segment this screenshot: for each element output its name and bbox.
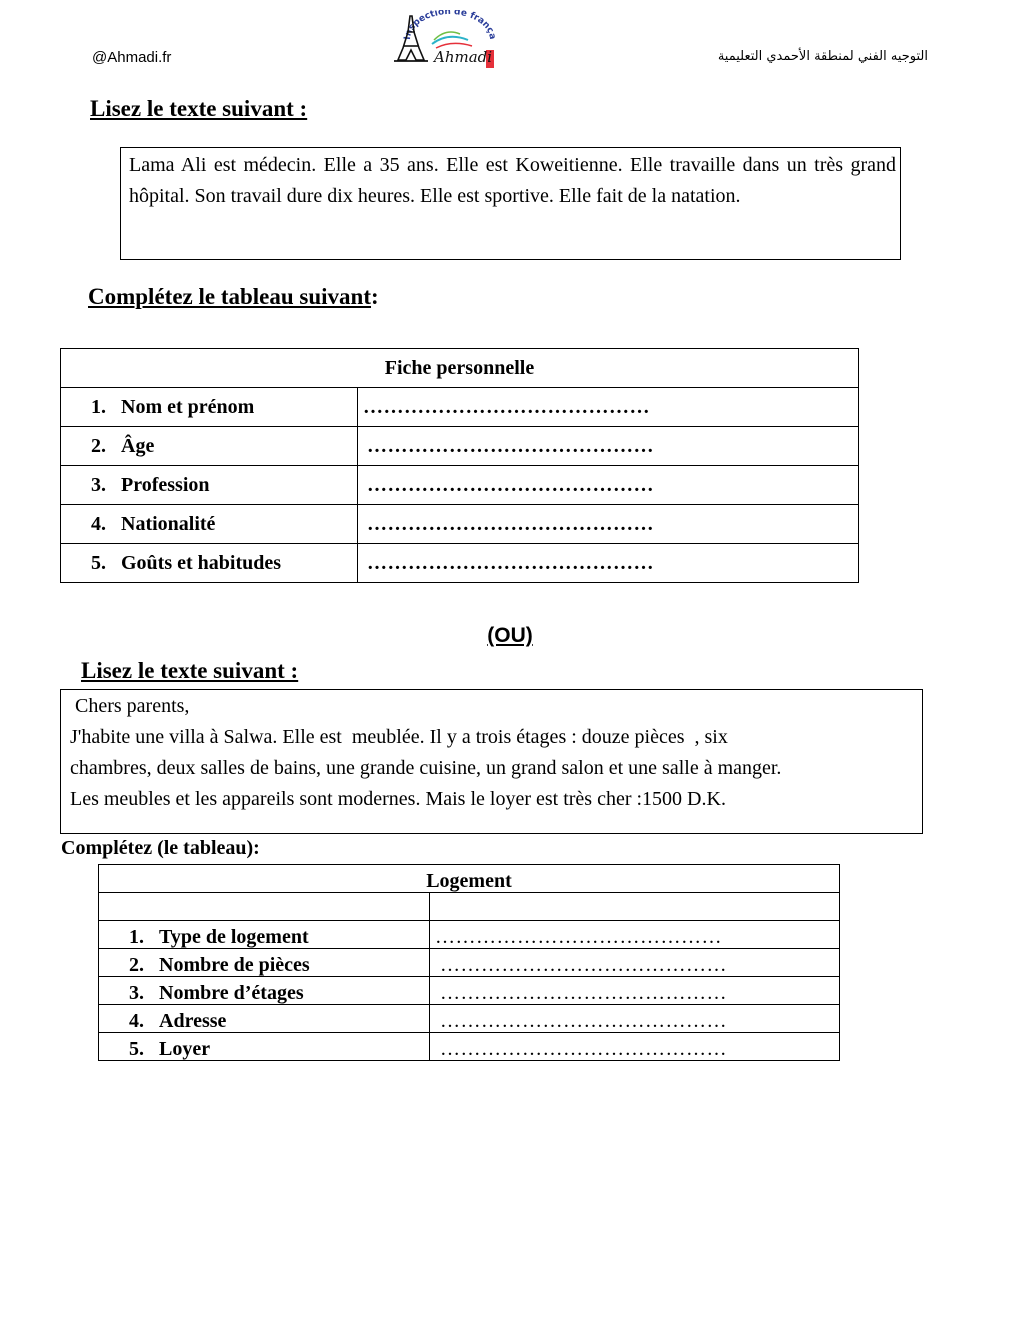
row-label: Profession — [121, 473, 210, 496]
row-label: Nombre de pièces — [159, 954, 310, 976]
table-header-row — [99, 865, 840, 893]
row-number: 1. — [129, 926, 144, 948]
section1-instruction-colon: : — [371, 284, 379, 309]
logement-table — [98, 864, 840, 1061]
section2-title: Lisez le texte suivant : — [81, 658, 299, 683]
section2-text-line: Chers parents, — [70, 695, 190, 717]
section1-instruction-text: Complétez le tableau suivant — [88, 284, 372, 309]
answer-blank[interactable]: …………………………………… — [358, 466, 859, 505]
table-row — [99, 949, 840, 977]
section1-text-box — [120, 147, 901, 260]
header-left-text: @Ahmadi.fr — [92, 49, 172, 66]
row-number: 3. — [129, 982, 144, 1004]
row-number: 2. — [91, 434, 106, 457]
answer-blank[interactable]: …………………………………… — [358, 505, 859, 544]
logo-arc-text: Inspection de frança — [402, 10, 498, 41]
row-label: Type de logement — [159, 926, 309, 948]
row-label: Nombre d’étages — [159, 982, 304, 1004]
table-row — [99, 1005, 840, 1033]
answer-blank[interactable]: …………………………………… — [430, 949, 840, 977]
section1-text: Lama Ali est médecin. Elle a 35 ans. Elle est Koweitienne. Elle travaille dans un très grand hôpital. Son travail dure dix heures. Elle est sportive. Elle fait de la natation. — [129, 154, 896, 207]
logo — [388, 10, 506, 72]
row-number: 5. — [91, 551, 106, 574]
svg-text:Inspection de français — [388, 10, 497, 40]
row-number: 3. — [91, 473, 106, 496]
table-row — [61, 427, 859, 466]
logo-text: Ahmadi — [434, 48, 493, 66]
table-row — [61, 544, 859, 583]
table-header: Fiche personnelle — [61, 349, 859, 388]
answer-blank[interactable]: …………………………………… — [358, 544, 859, 583]
table-empty-row — [99, 893, 840, 921]
answer-blank-empty[interactable] — [430, 893, 840, 921]
row-number: 4. — [129, 1010, 144, 1032]
row-label: Nom et prénom — [121, 395, 255, 418]
row-number: 4. — [91, 512, 106, 535]
fiche-personnelle-table — [60, 348, 859, 583]
table-row — [99, 977, 840, 1005]
row-number: 5. — [129, 1038, 144, 1060]
table-row — [61, 466, 859, 505]
section2-instruction: Complétez (le tableau): — [61, 837, 260, 859]
answer-blank[interactable]: …………………………………… — [430, 921, 840, 949]
table-header-row — [61, 349, 859, 388]
table-row — [61, 388, 859, 427]
section2-text-box — [60, 689, 923, 834]
section2-text-line: chambres, deux salles de bains, une grande cuisine, un grand salon et une salle à manger. — [70, 757, 782, 779]
header-right-text: التوجيه الفني لمنطقة الأحمدي التعليمية — [717, 49, 928, 64]
answer-blank[interactable]: …………………………………… — [358, 388, 859, 427]
table-header: Logement — [99, 865, 840, 893]
section1-instruction — [88, 284, 379, 310]
section2-text-line: Les meubles et les appareils sont modernes. Mais le loyer est très cher :1500 D.K. — [70, 788, 726, 810]
table-row — [61, 505, 859, 544]
row-label: Loyer — [159, 1038, 211, 1060]
table-row — [99, 1033, 840, 1061]
answer-blank[interactable]: …………………………………… — [430, 1005, 840, 1033]
answer-blank[interactable]: …………………………………… — [430, 1033, 840, 1061]
answer-blank[interactable]: …………………………………… — [358, 427, 859, 466]
section1-title: Lisez le texte suivant : — [90, 96, 308, 121]
row-label: Nationalité — [121, 512, 216, 535]
row-label: Adresse — [159, 1010, 227, 1032]
eiffel-tower-logo-icon — [388, 10, 506, 72]
table-row — [99, 921, 840, 949]
row-label: Âge — [121, 434, 155, 457]
row-label: Goûts et habitudes — [121, 551, 282, 574]
row-number: 1. — [91, 395, 106, 418]
section2-text-line: J'habite une villa à Salwa. Elle est meublée. Il y a trois étages : douze pièces , six — [70, 726, 728, 748]
answer-blank[interactable]: …………………………………… — [430, 977, 840, 1005]
row-number: 2. — [129, 954, 144, 976]
or-separator: (OU) — [487, 624, 533, 647]
